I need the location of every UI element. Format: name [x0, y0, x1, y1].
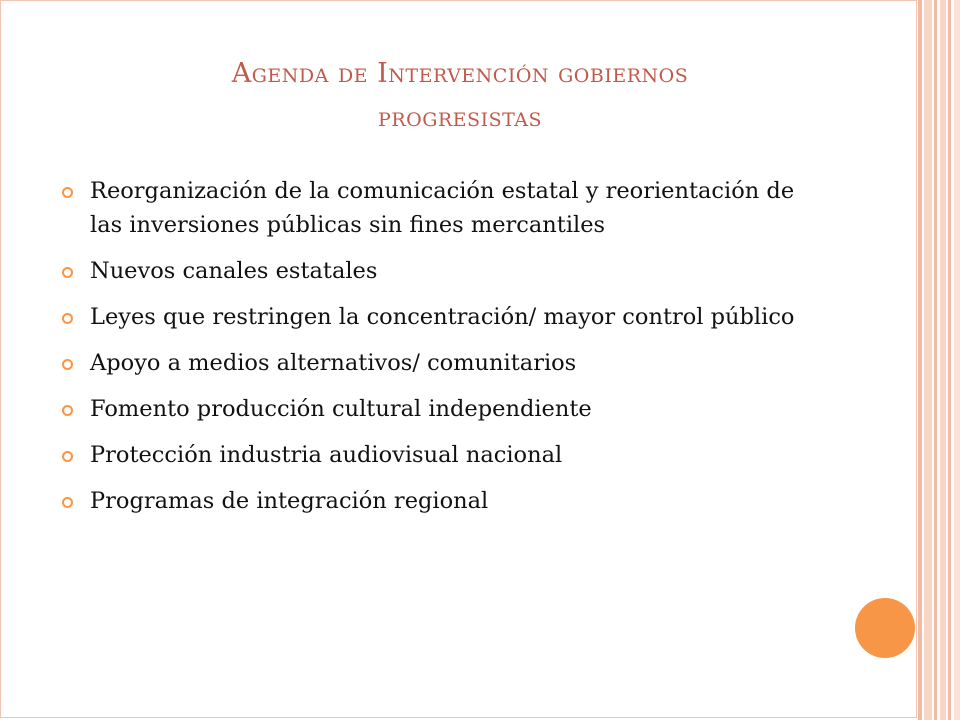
- bullet-text: Apoyo a medios alternativos/ comunitarios: [90, 350, 577, 376]
- bullet-item: [62, 300, 802, 334]
- bullet-text: Reorganización de la comunicación estatal y reorientación de las inversiones públicas sin fines mercantiles: [90, 178, 795, 238]
- bullet-ring-icon: [62, 313, 73, 324]
- slide-title: [110, 52, 810, 140]
- bullet-item: [62, 438, 802, 472]
- bullet-ring-icon: [62, 359, 73, 370]
- decorative-stripes: [918, 0, 960, 720]
- bullet-list: [62, 174, 802, 530]
- bullet-text: Programas de integración regional: [90, 488, 489, 514]
- slide-title-line2: progresistas: [378, 102, 542, 133]
- bullet-text: Leyes que restringen la concentración/ mayor control público: [90, 304, 795, 330]
- bullet-ring-icon: [62, 405, 73, 416]
- bullet-ring-icon: [62, 187, 73, 198]
- bullet-item: [62, 392, 802, 426]
- bullet-item: [62, 484, 802, 518]
- bullet-ring-icon: [62, 451, 73, 462]
- bullet-text: Protección industria audiovisual nacional: [90, 442, 563, 468]
- bullet-item: [62, 254, 802, 288]
- slide-title-line1: Agenda de Intervención gobiernos: [231, 58, 689, 89]
- bullet-text: Nuevos canales estatales: [90, 258, 378, 284]
- bullet-text: Fomento producción cultural independiente: [90, 396, 592, 422]
- decorative-orange-circle: [855, 598, 915, 658]
- bullet-item: [62, 174, 802, 242]
- bullet-ring-icon: [62, 267, 73, 278]
- bullet-ring-icon: [62, 497, 73, 508]
- bullet-item: [62, 346, 802, 380]
